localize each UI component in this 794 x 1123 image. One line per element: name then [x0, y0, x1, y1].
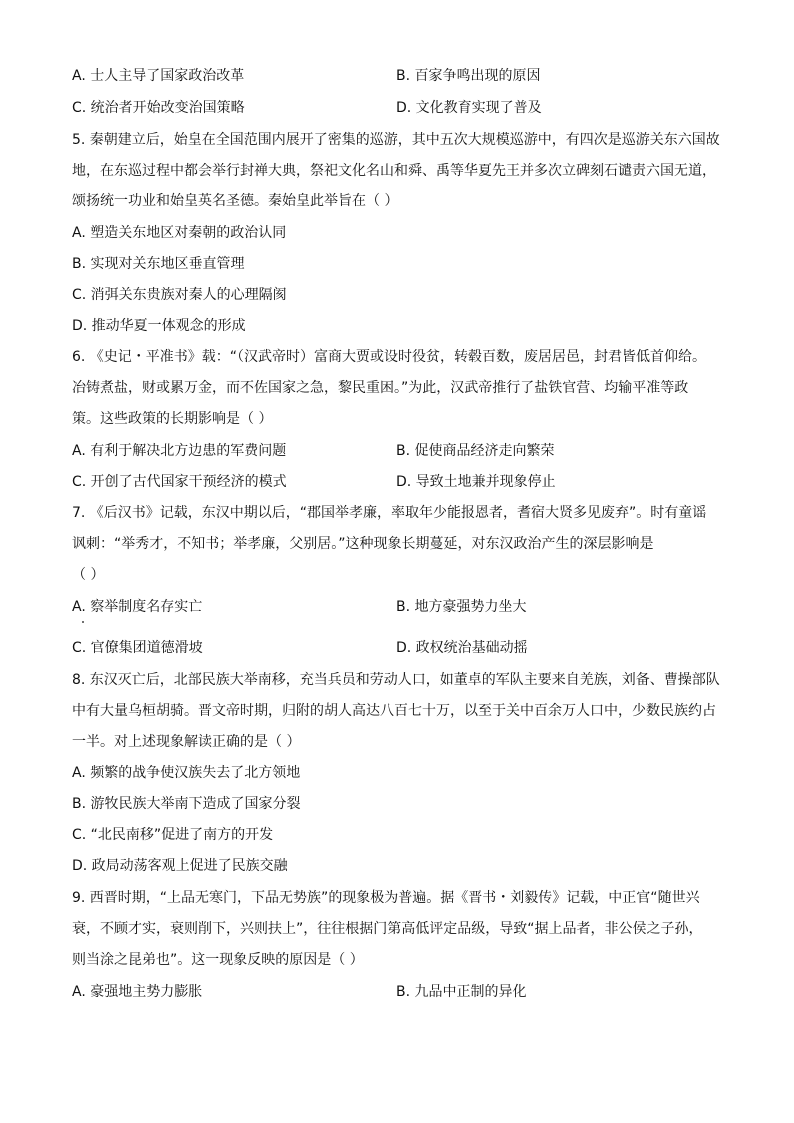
q6-option-c: C. 开创了古代国家干预经济的模式 — [72, 474, 287, 490]
q8-option-b: B. 游牧民族大举南下造成了国家分裂 — [72, 796, 301, 812]
stray-dot-mark — [82, 621, 84, 623]
q4-option-d: D. 文化教育实现了普及 — [396, 100, 542, 116]
q7-option-b: B. 地方豪强势力坐大 — [396, 599, 527, 615]
q8-option-c: C. “北民南移”促进了南方的开发 — [72, 827, 274, 843]
q4-option-c: C. 统治者开始改变治国策略 — [72, 100, 245, 116]
q5-option-d: D. 推动华夏一体观念的形成 — [72, 318, 246, 334]
q7-option-c: C. 官僚集团道德滑坡 — [72, 640, 203, 656]
q8-stem-line3: 一半。对上述现象解读正确的是（ ） — [72, 734, 301, 750]
q5-stem-line1: 5. 秦朝建立后，始皇在全国范围内展开了密集的巡游，其中五次大规模巡游中，有四次是巡游关东六国故 — [72, 132, 720, 148]
q5-option-c: C. 消弭关东贵族对秦人的心理隔阂 — [72, 287, 287, 303]
q7-stem-line1: 7. 《后汉书》记载，东汉中期以后，“郡国举孝廉，率取年少能报恩者，耆宿大贤多见废弃”。时有童谣 — [72, 505, 707, 521]
q6-option-d: D. 导致土地兼并现象停止 — [396, 474, 556, 490]
q9-option-a: A. 豪强地主势力膨胀 — [72, 984, 203, 1000]
q7-stem-line3: （ ） — [72, 567, 105, 583]
q7-option-d: D. 政权统治基础动摇 — [396, 640, 528, 656]
q9-stem-line3: 则当涂之昆弟也”。这一现象反映的原因是（ ） — [72, 952, 364, 968]
q8-stem-line2: 中有大量乌桓胡骑。晋文帝时期，归附的胡人高达八百七十万，以至于关中百余万人口中，少数民族约占 — [72, 703, 716, 719]
q8-stem-line1: 8. 东汉灭亡后，北部民族大举南移，充当兵员和劳动人口，如董卓的军队主要来自羌族，刘备、曹操部队 — [72, 672, 720, 688]
q9-stem-line1: 9. 西晋时期，“上品无寒门，下品无势族”的现象极为普遍。据《晋书・刘毅传》记载，中正官“随世兴 — [72, 890, 700, 906]
q6-stem-line1: 6. 《史记・平准书》载：“（汉武帝时）富商大贾或设时役贫，转毂百数，废居居邑，封君皆低首仰给。 — [72, 349, 707, 365]
q5-stem-line3: 颂扬统一功业和始皇英名圣德。秦始皇此举旨在（ ） — [72, 193, 399, 209]
q6-stem-line3: 策。这些政策的长期影响是（ ） — [72, 411, 273, 427]
q6-option-b: B. 促使商品经济走向繁荣 — [396, 443, 555, 459]
q7-option-a: A. 察举制度名存实亡 — [72, 599, 203, 615]
q5-option-b: B. 实现对关东地区垂直管理 — [72, 256, 245, 272]
q9-option-b: B. 九品中正制的异化 — [396, 984, 527, 1000]
q4-option-a: A. 士人主导了国家政治改革 — [72, 68, 245, 84]
q5-option-a: A. 塑造关东地区对秦朝的政治认同 — [72, 225, 287, 241]
q7-stem-line2: 讽刺：“举秀才，不知书；举孝廉，父别居。”这种现象长期蔓延，对东汉政治产生的深层影响是 — [72, 536, 654, 552]
q6-stem-line2: 冶铸煮盐，财或累万金，而不佐国家之急，黎民重困。”为此，汉武帝推行了盐铁官营、均输平准等政 — [72, 380, 689, 396]
q6-option-a: A. 有利于解决北方边患的军费问题 — [72, 443, 287, 459]
q5-stem-line2: 地，在东巡过程中都会举行封禅大典，祭祀文化名山和舜、禹等华夏先王并多次立碑刻石谴责六国无道， — [72, 163, 716, 179]
q9-stem-line2: 衰，不顾才实，衰则削下，兴则扶上”，往往根据门第高低评定品级，导致“据上品者，非公侯之子孙， — [72, 921, 703, 937]
q8-option-a: A. 频繁的战争使汉族失去了北方领地 — [72, 765, 301, 781]
q4-option-b: B. 百家争鸣出现的原因 — [396, 68, 541, 84]
q8-option-d: D. 政局动荡客观上促进了民族交融 — [72, 858, 288, 874]
